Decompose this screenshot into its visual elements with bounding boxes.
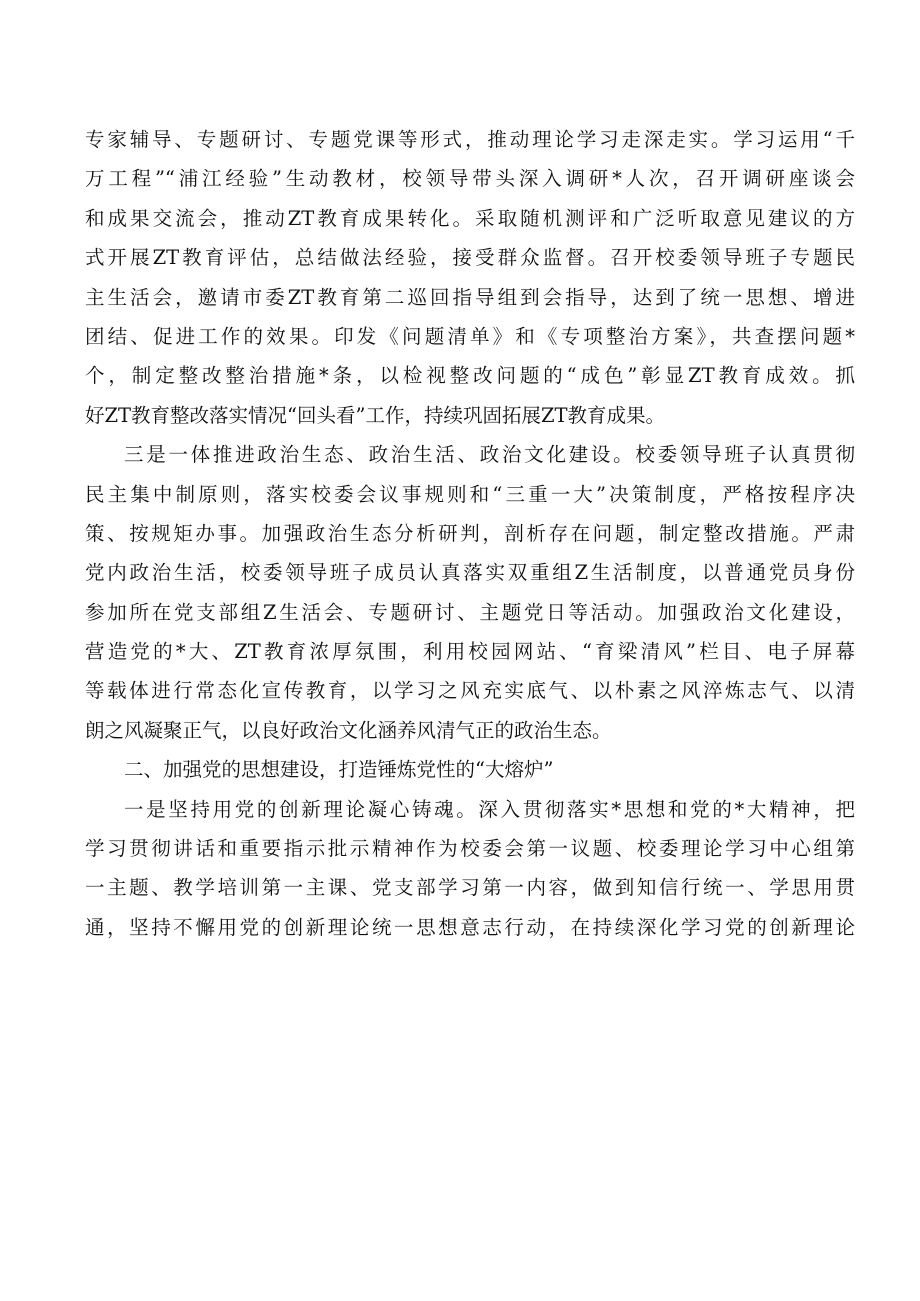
paragraph-line: 万工程”“浦江经验”生动教材，校领导带头深入调研*人次，召开调研座谈会 [85,167,855,191]
paragraph-line: 团结、促进工作的效果。印发《问题清单》和《专项整治方案》，共查摆问题* [85,324,855,348]
paragraph-line: 三是一体推进政治生态、政治生活、政治文化建设。校委领导班子认真贯彻 [124,443,855,467]
paragraph-line: 党内政治生活，校委领导班子成员认真落实双重组Z生活制度，以普通党员身份 [85,561,855,585]
paragraph-line: 一主题、教学培训第一主课、党支部学习第一内容，做到知信行统一、学思用贯 [85,876,855,900]
paragraph-line: 好ZT教育整改落实情况“回头看”工作，持续巩固拓展ZT教育成果。 [85,403,666,427]
paragraph-line: 主生活会，邀请市委ZT教育第二巡回指导组到会指导，达到了统一思想、增进 [85,285,855,309]
paragraph-line: 朗之风凝聚正气，以良好政治文化涵养风清气正的政治生态。 [85,718,612,742]
paragraph-line: 式开展ZT教育评估，总结做法经验，接受群众监督。召开校委领导班子专题民 [85,246,855,270]
document-body [85,120,855,947]
paragraph-line: 营造党的*大、ZT教育浓厚氛围，利用校园网站、“育梁清风”栏目、电子屏幕 [85,640,855,664]
paragraph-line: 策、按规矩办事。加强政治生态分析研判，剖析存在问题，制定整改措施。严肃 [85,521,855,545]
paragraph-line: 学习贯彻讲话和重要指示批示精神作为校委会第一议题、校委理论学习中心组第 [85,837,855,861]
paragraph-line: 专家辅导、专题研讨、专题党课等形式，推动理论学习走深走实。学习运用“千 [85,128,855,151]
paragraph-line: 一是坚持用党的创新理论凝心铸魂。深入贯彻落实*思想和党的*大精神，把 [124,797,855,821]
paragraph-line: 和成果交流会，推动ZT教育成果转化。采取随机测评和广泛听取意见建议的方 [85,206,855,230]
paragraph-line: 民主集中制原则，落实校委会议事规则和“三重一大”决策制度，严格按程序决 [85,482,855,506]
paragraph-line: 个，制定整改整治措施*条，以检视整改问题的“成色”彰显ZT教育成效。抓 [85,364,855,388]
paragraph-line: 通，坚持不懈用党的创新理论统一思想意志行动，在持续深化学习党的创新理论 [85,915,855,939]
paragraph-line: 等载体进行常态化宣传教育，以学习之风充实底气、以朴素之风淬炼志气、以清 [85,679,855,703]
paragraph-line: 参加所在党支部组Z生活会、专题研讨、主题党日等活动。加强政治文化建设， [85,600,855,624]
section-heading: 二、加强党的思想建设，打造锤炼党性的“大熔炉” [124,758,554,782]
